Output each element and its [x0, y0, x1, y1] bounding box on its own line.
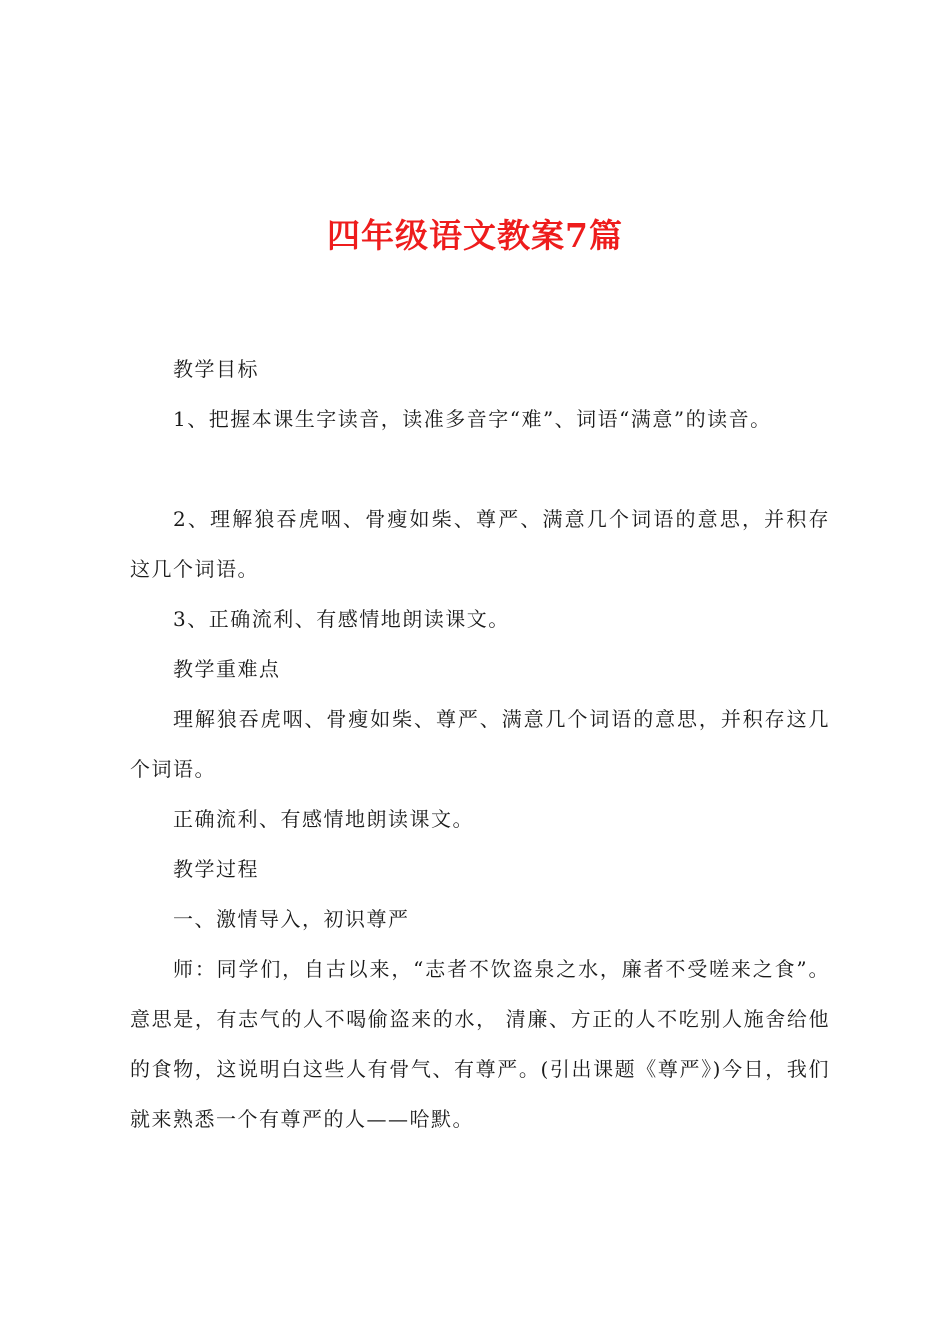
section-heading-objectives: 教学目标: [173, 357, 259, 381]
blank-line: [130, 444, 830, 494]
objective-item-1: 1、把握本课生字读音，读准多音字“难”、词语“满意”的读音。: [173, 407, 772, 431]
document-body: [130, 344, 830, 1144]
objective-item-3: 3、正确流利、有感情地朗读课文。: [173, 607, 510, 631]
section-heading-key-points: 教学重难点: [173, 657, 281, 681]
objective-item-2: 2、理解狼吞虎咽、骨瘦如柴、尊严、满意几个词语的意思，并积存这几个词语。: [130, 507, 830, 581]
key-point-2: 正确流利、有感情地朗读课文。: [173, 807, 474, 831]
section-heading-process: 教学过程: [173, 857, 259, 881]
key-point-1: 理解狼吞虎咽、骨瘦如柴、尊严、满意几个词语的意思，并积存这几个词语。: [130, 707, 830, 781]
teacher-intro-paragraph: 师：同学们，自古以来，“志者不饮盗泉之水，廉者不受嗟来之食”。意思是，有志气的人不喝偷盗来的水， 清廉、方正的人不吃别人施舍给他的食物，这说明白这些人有骨气、有尊严。(引出课题《尊严》)今日，我们就来熟悉一个有尊严的人——哈默。: [130, 957, 830, 1131]
process-step-heading: 一、激情导入，初识尊严: [173, 907, 410, 931]
document-title: 四年级语文教案7篇: [327, 216, 623, 255]
